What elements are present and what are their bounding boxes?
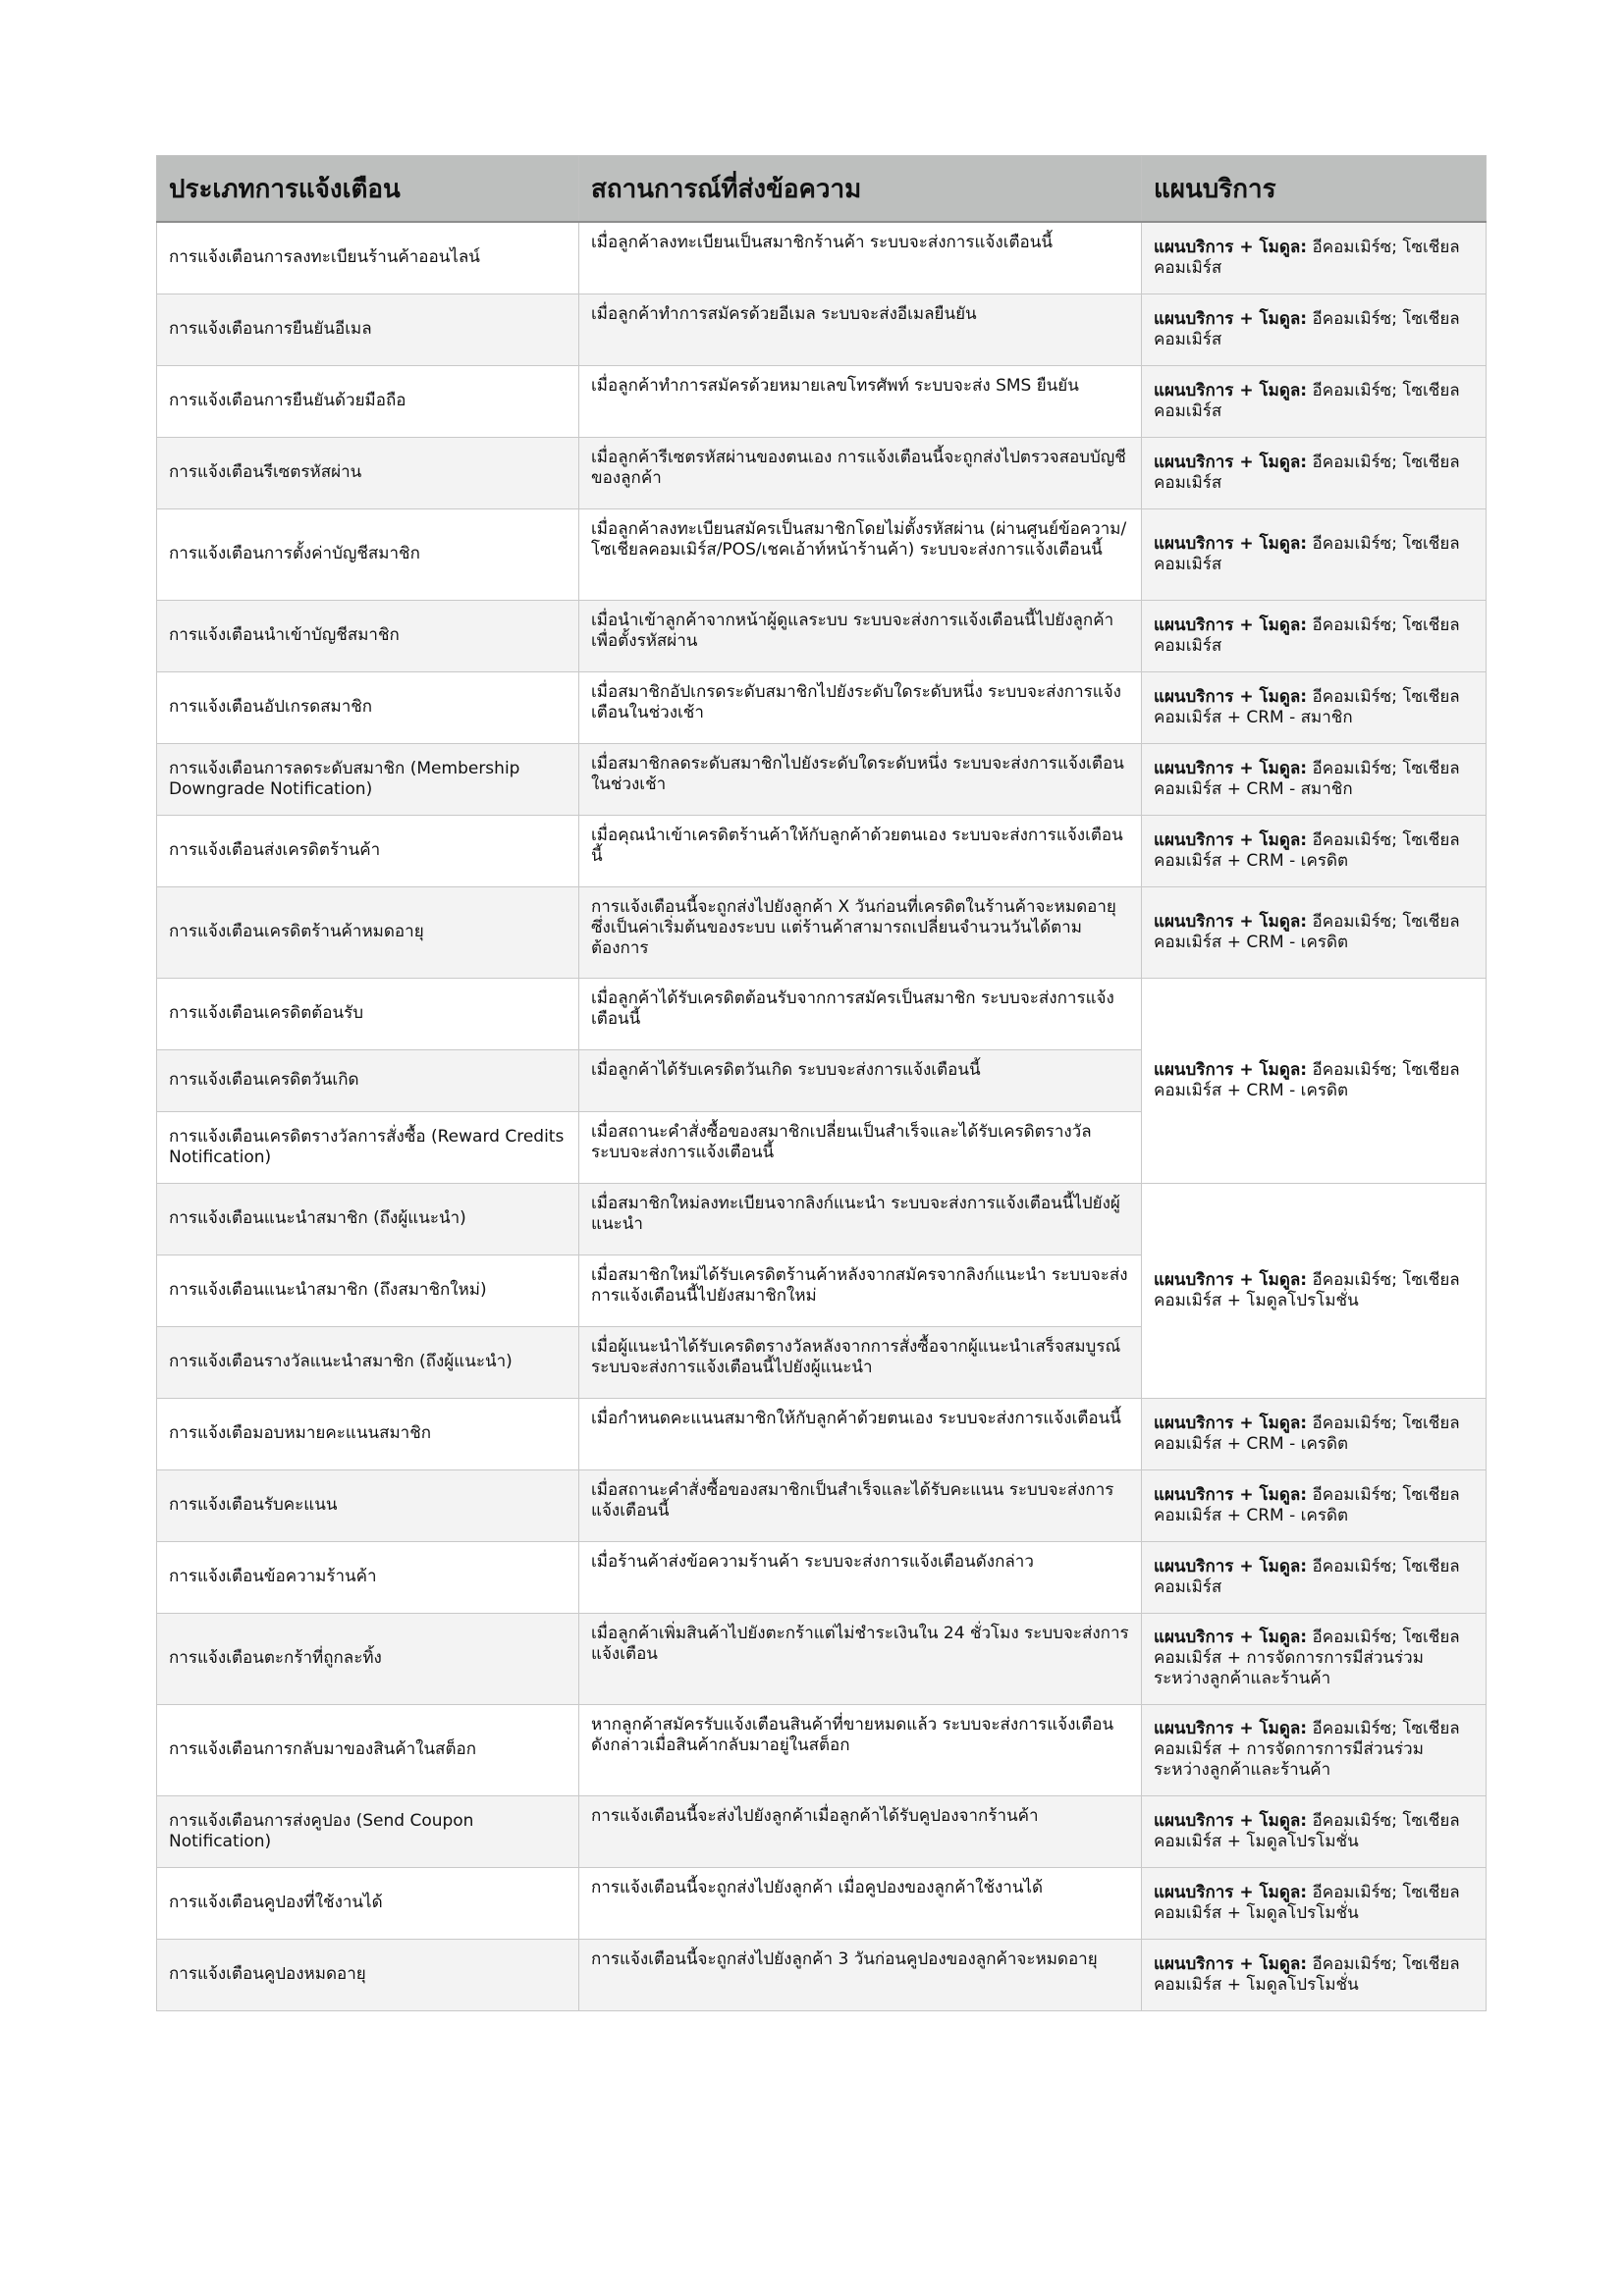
plan-text: อีคอมเมิร์ซ; โซเชียลคอมเมิร์ส + การจัดการการมีส่วนร่วมระหว่างลูกค้าและร้านค้า	[1154, 1628, 1460, 1688]
table-row	[157, 1704, 1487, 1795]
plan-text: อีคอมเมิร์ซ; โซเชียลคอมเมิร์ส + CRM - เครดิต	[1154, 1484, 1460, 1525]
plan-text: อีคอมเมิร์ซ; โซเชียลคอมเมิร์ส + CRM - เครดิต	[1154, 829, 1460, 871]
table-row	[157, 294, 1487, 365]
plan-cell	[1142, 1469, 1487, 1541]
plan-prefix: แผนบริการ + โมดูล:	[1154, 1719, 1308, 1738]
scenario-cell: การแจ้งเตือนนี้จะถูกส่งไปยังลูกค้า X วันก่อนที่เครดิตในร้านค้าจะหมดอายุซึ่งเป็นค่าเริ่มต้นของระบบ แต่ร้านค้าสามารถเปลี่ยนจำนวนวันได้ตามต้องการ	[579, 886, 1142, 978]
plan-prefix: แผนบริการ + โมดูล:	[1154, 1484, 1308, 1505]
plan-cell	[1142, 1939, 1487, 2010]
plan-text: อีคอมเมิร์ซ; โซเชียลคอมเมิร์ส	[1154, 380, 1460, 421]
table-row	[157, 671, 1487, 743]
plan-text: อีคอมเมิร์ซ; โซเชียลคอมเมิร์ส + โมดูลโปรโมชั่น	[1154, 1810, 1460, 1851]
plan-prefix: แผนบริการ + โมดูล:	[1154, 1810, 1308, 1831]
plan-text: อีคอมเมิร์ซ; โซเชียลคอมเมิร์ส	[1154, 308, 1460, 349]
plan-prefix: แผนบริการ + โมดูล:	[1154, 1059, 1308, 1080]
notification-type-cell: การแจ้งเตือนเครดิตรางวัลการสั่งซื้อ (Reward Credits Notification)	[157, 1111, 579, 1183]
plan-prefix: แผนบริการ + โมดูล:	[1154, 1628, 1308, 1647]
scenario-cell: เมื่อกำหนดคะแนนสมาชิกให้กับลูกค้าด้วยตนเอง ระบบจะส่งการแจ้งเตือนนี้	[579, 1398, 1142, 1469]
scenario-cell: เมื่อสมาชิกอัปเกรดระดับสมาชิกไปยังระดับใดระดับหนึ่ง ระบบจะส่งการแจ้งเตือนในช่วงเช้า	[579, 671, 1142, 743]
plan-cell	[1142, 222, 1487, 294]
scenario-cell: เมื่อลูกค้าทำการสมัครด้วยหมายเลขโทรศัพท์ ระบบจะส่ง SMS ยืนยัน	[579, 365, 1142, 437]
plan-prefix: แผนบริการ + โมดูล:	[1154, 911, 1308, 932]
plan-prefix: แผนบริการ + โมดูล:	[1154, 686, 1308, 707]
notification-type-cell: การแจ้งเตือนตะกร้าที่ถูกละทิ้ง	[157, 1613, 579, 1704]
plan-prefix: แผนบริการ + โมดูล:	[1154, 308, 1308, 329]
table-row	[157, 886, 1487, 978]
plan-text: อีคอมเมิร์ซ; โซเชียลคอมเมิร์ส	[1154, 237, 1460, 278]
plan-prefix: แผนบริการ + โมดูล:	[1154, 533, 1308, 554]
scenario-cell: เมื่อร้านค้าส่งข้อความร้านค้า ระบบจะส่งการแจ้งเตือนดังกล่าว	[579, 1541, 1142, 1613]
plan-text: อีคอมเมิร์ซ; โซเชียลคอมเมิร์ส + การจัดการการมีส่วนร่วมระหว่างลูกค้าและร้านค้า	[1154, 1719, 1460, 1780]
notification-type-cell: การแจ้งเตือนการตั้งค่าบัญชีสมาชิก	[157, 508, 579, 600]
notification-type-cell: การแจ้งเตือนส่งเครดิตร้านค้า	[157, 815, 579, 886]
scenario-cell: เมื่อลูกค้าเพิ่มสินค้าไปยังตะกร้าแต่ไม่ชำระเงินใน 24 ชั่วโมง ระบบจะส่งการแจ้งเตือน	[579, 1613, 1142, 1704]
scenario-cell: เมื่อลูกค้าลงทะเบียนสมัครเป็นสมาชิกโดยไม่ตั้งรหัสผ่าน (ผ่านศูนย์ข้อความ/โซเชียลคอมเมิร์ส/POS/เชคเอ้าท์หน้าร้านค้า) ระบบจะส่งการแจ้งเตือนนี้	[579, 508, 1142, 600]
scenario-cell: เมื่อคุณนำเข้าเครดิตร้านค้าให้กับลูกค้าด้วยตนเอง ระบบจะส่งการแจ้งเตือนนี้	[579, 815, 1142, 886]
plan-cell	[1142, 600, 1487, 671]
plan-cell	[1142, 508, 1487, 600]
notification-type-cell: การแจ้งเตือนคูปองหมดอายุ	[157, 1939, 579, 2010]
plan-cell	[1142, 815, 1487, 886]
plan-text: อีคอมเมิร์ซ; โซเชียลคอมเมิร์ส + CRM - เครดิต	[1154, 1413, 1460, 1454]
notification-type-cell: การแจ้งเตือนแนะนำสมาชิก (ถึงผู้แนะนำ)	[157, 1183, 579, 1255]
plan-cell	[1142, 671, 1487, 743]
plan-prefix: แผนบริการ + โมดูล:	[1154, 380, 1308, 400]
notification-type-cell: การแจ้งเตือนการส่งคูปอง (Send Coupon Notification)	[157, 1795, 579, 1867]
header-scenario: สถานการณ์ที่ส่งข้อความ	[579, 156, 1142, 223]
notification-type-cell: การแจ้งเตือนรางวัลแนะนำสมาชิก (ถึงผู้แนะนำ)	[157, 1326, 579, 1398]
notification-type-cell: การแจ้งเตือนการยืนยันอีเมล	[157, 294, 579, 365]
plan-text: อีคอมเมิร์ซ; โซเชียลคอมเมิร์ส + โมดูลโปรโมชั่น	[1154, 1269, 1460, 1310]
table-row	[157, 365, 1487, 437]
scenario-cell: เมื่อลูกค้ารีเซตรหัสผ่านของตนเอง การแจ้งเตือนนี้จะถูกส่งไปตรวจสอบบัญชีของลูกค้า	[579, 437, 1142, 508]
notification-type-cell: การแจ้งเตือนข้อความร้านค้า	[157, 1541, 579, 1613]
notification-type-cell: การแจ้งเตือนรีเซตรหัสผ่าน	[157, 437, 579, 508]
table-row	[157, 1469, 1487, 1541]
notification-type-cell: การแจ้งเตือนแนะนำสมาชิก (ถึงสมาชิกใหม่)	[157, 1255, 579, 1326]
table-row	[157, 1613, 1487, 1704]
scenario-cell: เมื่อสมาชิกใหม่ลงทะเบียนจากลิงก์แนะนำ ระบบจะส่งการแจ้งเตือนนี้ไปยังผู้แนะนำ	[579, 1183, 1142, 1255]
plan-cell	[1142, 1867, 1487, 1939]
plan-text: อีคอมเมิร์ซ; โซเชียลคอมเมิร์ส	[1154, 452, 1460, 493]
table-row	[157, 1867, 1487, 1939]
scenario-cell: เมื่อสมาชิกลดระดับสมาชิกไปยังระดับใดระดับหนึ่ง ระบบจะส่งการแจ้งเตือนในช่วงเช้า	[579, 743, 1142, 815]
plan-text: อีคอมเมิร์ซ; โซเชียลคอมเมิร์ส + โมดูลโปรโมชั่น	[1154, 1953, 1460, 1995]
notification-type-cell: การแจ้งเตือนเครดิตต้อนรับ	[157, 978, 579, 1049]
scenario-cell: เมื่อผู้แนะนำได้รับเครดิตรางวัลหลังจากการสั่งซื้อจากผู้แนะนำเสร็จสมบูรณ์ ระบบจะส่งการแจ้งเตือนนี้ไปยังผู้แนะนำ	[579, 1326, 1142, 1398]
plan-prefix: แผนบริการ + โมดูล:	[1154, 829, 1308, 850]
notification-type-cell: การแจ้งเตือนเครดิตร้านค้าหมดอายุ	[157, 886, 579, 978]
plan-text: อีคอมเมิร์ซ; โซเชียลคอมเมิร์ส + CRM - สมาชิก	[1154, 758, 1460, 799]
table-body	[157, 222, 1487, 2010]
table-row	[157, 1183, 1487, 1255]
plan-prefix: แผนบริการ + โมดูล:	[1154, 614, 1308, 635]
table-row	[157, 437, 1487, 508]
plan-text: อีคอมเมิร์ซ; โซเชียลคอมเมิร์ส + CRM - สมาชิก	[1154, 686, 1460, 727]
plan-cell	[1142, 294, 1487, 365]
table-row	[157, 222, 1487, 294]
plan-cell	[1142, 1398, 1487, 1469]
notification-type-cell: การแจ้งเตือนรับคะแนน	[157, 1469, 579, 1541]
notification-type-cell: การแจ้งเตือนเครดิตวันเกิด	[157, 1049, 579, 1111]
notification-type-cell: การแจ้งเตือนคูปองที่ใช้งานได้	[157, 1867, 579, 1939]
scenario-cell: เมื่อลูกค้าได้รับเครดิตวันเกิด ระบบจะส่งการแจ้งเตือนนี้	[579, 1049, 1142, 1111]
plan-prefix: แผนบริการ + โมดูล:	[1154, 1556, 1308, 1576]
table-row	[157, 815, 1487, 886]
table-row	[157, 1541, 1487, 1613]
scenario-cell: เมื่อลูกค้าลงทะเบียนเป็นสมาชิกร้านค้า ระบบจะส่งการแจ้งเตือนนี้	[579, 222, 1142, 294]
table-row	[157, 1795, 1487, 1867]
plan-prefix: แผนบริการ + โมดูล:	[1154, 1413, 1308, 1433]
plan-text: อีคอมเมิร์ซ; โซเชียลคอมเมิร์ส	[1154, 1556, 1460, 1597]
plan-prefix: แผนบริการ + โมดูล:	[1154, 1269, 1308, 1290]
table-row	[157, 743, 1487, 815]
plan-text: อีคอมเมิร์ซ; โซเชียลคอมเมิร์ส + CRM - เครดิต	[1154, 911, 1460, 952]
scenario-cell: การแจ้งเตือนนี้จะถูกส่งไปยังลูกค้า 3 วันก่อนคูปองของลูกค้าจะหมดอายุ	[579, 1939, 1142, 2010]
plan-prefix: แผนบริการ + โมดูล:	[1154, 1953, 1308, 1974]
plan-cell	[1142, 1613, 1487, 1704]
notification-type-cell: การแจ้งเตือมอบหมายคะแนนสมาชิก	[157, 1398, 579, 1469]
header-type: ประเภทการแจ้งเตือน	[157, 156, 579, 223]
table-row	[157, 600, 1487, 671]
notification-table	[156, 155, 1487, 2011]
plan-prefix: แผนบริการ + โมดูล:	[1154, 1882, 1308, 1902]
plan-cell	[1142, 1704, 1487, 1795]
plan-prefix: แผนบริการ + โมดูล:	[1154, 758, 1308, 778]
notification-type-cell: การแจ้งเตือนการลงทะเบียนร้านค้าออนไลน์	[157, 222, 579, 294]
plan-cell	[1142, 978, 1487, 1183]
scenario-cell: หากลูกค้าสมัครรับแจ้งเตือนสินค้าที่ขายหมดแล้ว ระบบจะส่งการแจ้งเตือนดังกล่าวเมื่อสินค้ากลับมาอยู่ในสต็อก	[579, 1704, 1142, 1795]
table-header-row	[157, 156, 1487, 223]
plan-cell	[1142, 886, 1487, 978]
notification-type-cell: การแจ้งเตือนอัปเกรดสมาชิก	[157, 671, 579, 743]
plan-text: อีคอมเมิร์ซ; โซเชียลคอมเมิร์ส	[1154, 614, 1460, 656]
notification-type-cell: การแจ้งเตือนการยืนยันด้วยมือถือ	[157, 365, 579, 437]
table-row	[157, 508, 1487, 600]
scenario-cell: เมื่อนำเข้าลูกค้าจากหน้าผู้ดูแลระบบ ระบบจะส่งการแจ้งเตือนนี้ไปยังลูกค้าเพื่อตั้งรหัสผ่าน	[579, 600, 1142, 671]
notification-type-cell: การแจ้งเตือนนำเข้าบัญชีสมาชิก	[157, 600, 579, 671]
plan-text: อีคอมเมิร์ซ; โซเชียลคอมเมิร์ส	[1154, 533, 1460, 574]
scenario-cell: เมื่อสถานะคำสั่งซื้อของสมาชิกเปลี่ยนเป็นสำเร็จและได้รับเครดิตรางวัล ระบบจะส่งการแจ้งเตือนนี้	[579, 1111, 1142, 1183]
scenario-cell: เมื่อลูกค้าทำการสมัครด้วยอีเมล ระบบจะส่งอีเมลยืนยัน	[579, 294, 1142, 365]
table-row	[157, 978, 1487, 1049]
scenario-cell: เมื่อลูกค้าได้รับเครดิตต้อนรับจากการสมัครเป็นสมาชิก ระบบจะส่งการแจ้งเตือนนี้	[579, 978, 1142, 1049]
plan-cell	[1142, 437, 1487, 508]
plan-prefix: แผนบริการ + โมดูล:	[1154, 452, 1308, 472]
plan-cell	[1142, 743, 1487, 815]
plan-cell	[1142, 1541, 1487, 1613]
notification-type-cell: การแจ้งเตือนการลดระดับสมาชิก (Membership Downgrade Notification)	[157, 743, 579, 815]
plan-text: อีคอมเมิร์ซ; โซเชียลคอมเมิร์ส + CRM - เครดิต	[1154, 1059, 1460, 1100]
header-plan: แผนบริการ	[1142, 156, 1487, 223]
plan-cell	[1142, 1183, 1487, 1398]
scenario-cell: เมื่อสถานะคำสั่งซื้อของสมาชิกเป็นสำเร็จและได้รับคะแนน ระบบจะส่งการแจ้งเตือนนี้	[579, 1469, 1142, 1541]
plan-text: อีคอมเมิร์ซ; โซเชียลคอมเมิร์ส + โมดูลโปรโมชั่น	[1154, 1882, 1460, 1923]
table-row	[157, 1398, 1487, 1469]
plan-prefix: แผนบริการ + โมดูล:	[1154, 237, 1308, 257]
table-row	[157, 1939, 1487, 2010]
scenario-cell: การแจ้งเตือนนี้จะถูกส่งไปยังลูกค้า เมื่อคูปองของลูกค้าใช้งานได้	[579, 1867, 1142, 1939]
scenario-cell: การแจ้งเตือนนี้จะส่งไปยังลูกค้าเมื่อลูกค้าได้รับคูปองจากร้านค้า	[579, 1795, 1142, 1867]
plan-cell	[1142, 365, 1487, 437]
notification-type-cell: การแจ้งเตือนการกลับมาของสินค้าในสต็อก	[157, 1704, 579, 1795]
scenario-cell: เมื่อสมาชิกใหม่ได้รับเครดิตร้านค้าหลังจากสมัครจากลิงก์แนะนำ ระบบจะส่งการแจ้งเตือนนี้ไปยังสมาชิกใหม่	[579, 1255, 1142, 1326]
plan-cell	[1142, 1795, 1487, 1867]
